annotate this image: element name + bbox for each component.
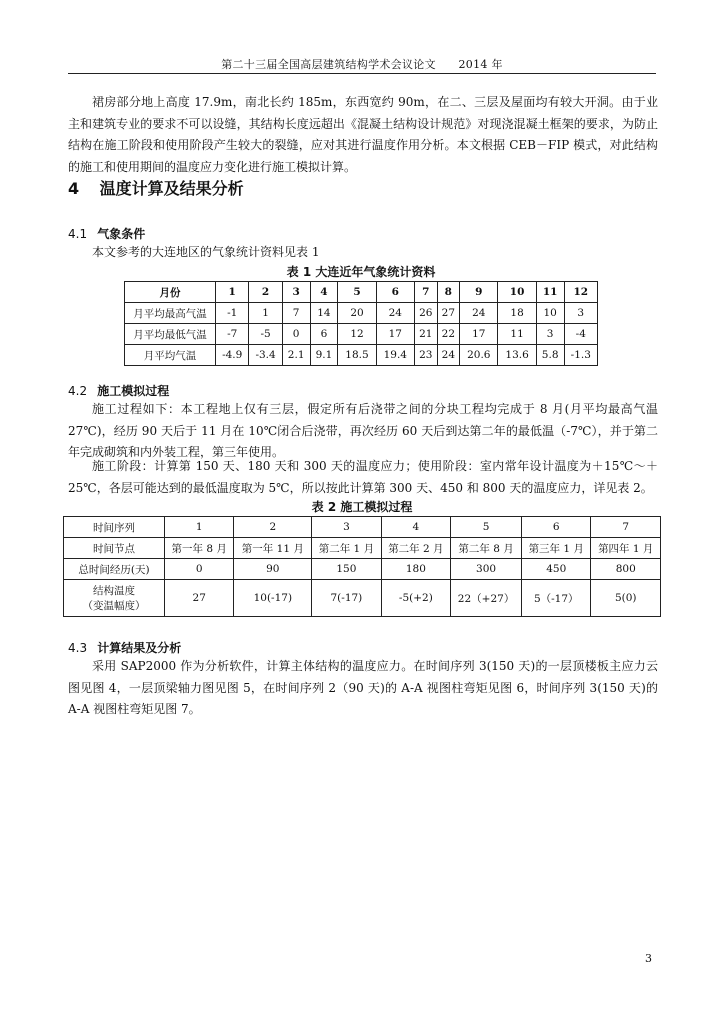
table1-cell: 2.1 <box>282 345 310 366</box>
table1-cell: -4 <box>564 324 597 345</box>
table1-cell: -3.4 <box>249 345 282 366</box>
table2-cell: 1 <box>165 517 234 538</box>
section-title: 温度计算及结果分析 <box>99 179 244 198</box>
table1-row-label: 月平均最低气温 <box>125 324 216 345</box>
section-number: 4 <box>68 179 80 198</box>
subsection-4-3-heading <box>68 639 181 656</box>
table2-cell: 180 <box>381 559 450 580</box>
table2-cell: 第二年 8 月 <box>451 538 522 559</box>
table2-row-label: 时间节点 <box>64 538 165 559</box>
table1-row-min <box>125 324 598 345</box>
table2-cell: 第一年 8 月 <box>165 538 234 559</box>
table2-cell: 800 <box>591 559 661 580</box>
table2-cell: 150 <box>312 559 381 580</box>
table1-cell: 21 <box>414 324 437 345</box>
table1-cell: 7 <box>282 303 310 324</box>
table1-cell: 5.8 <box>536 345 564 366</box>
table2-cell: 3 <box>312 517 381 538</box>
table1-cell: 24 <box>376 303 414 324</box>
table1-month: 9 <box>460 282 498 303</box>
table1-row-max <box>125 303 598 324</box>
table1-cell: 20 <box>338 303 376 324</box>
table2-cell: 0 <box>165 559 234 580</box>
table2-cell: 5 <box>451 517 522 538</box>
table1-cell: -1 <box>216 303 249 324</box>
page-number: 3 <box>645 952 652 965</box>
subsection-title: 气象条件 <box>97 227 146 241</box>
table1-cell: 27 <box>437 303 460 324</box>
table1-cell: -1.3 <box>564 345 597 366</box>
table1-header-row <box>125 282 598 303</box>
table1-month: 10 <box>498 282 536 303</box>
table1-cell: 26 <box>414 303 437 324</box>
table1-cell: 22 <box>437 324 460 345</box>
table2-cell: 第四年 1 月 <box>591 538 661 559</box>
table1-cell: 17 <box>460 324 498 345</box>
table1-cell: 12 <box>338 324 376 345</box>
table1-cell: 0 <box>282 324 310 345</box>
subsection-title: 施工模拟过程 <box>97 384 170 398</box>
subsection-number: 4.3 <box>68 641 88 655</box>
table2-row <box>64 559 661 580</box>
table2-cell: 7(-17) <box>312 580 381 617</box>
table1-month: 1 <box>216 282 249 303</box>
table1-month: 11 <box>536 282 564 303</box>
table1-cell: -7 <box>216 324 249 345</box>
table2-row <box>64 580 661 617</box>
table1-month: 7 <box>414 282 437 303</box>
table1-cell: -5 <box>249 324 282 345</box>
table1-cell: -4.9 <box>216 345 249 366</box>
table1-cell: 23 <box>414 345 437 366</box>
table1-cell: 18 <box>498 303 536 324</box>
table1-cell: 3 <box>564 303 597 324</box>
table2-cell: 90 <box>234 559 312 580</box>
table2-cell: 22（+27） <box>451 580 522 617</box>
table2-cell: 10(-17) <box>234 580 312 617</box>
table1-cell: 6 <box>310 324 338 345</box>
table1-cell: 24 <box>437 345 460 366</box>
table2-cell: 第二年 2 月 <box>381 538 450 559</box>
table1-header-label: 月份 <box>125 282 216 303</box>
table2-cell: 5(0) <box>591 580 661 617</box>
table1-month: 2 <box>249 282 282 303</box>
table2-cell: 第一年 11 月 <box>234 538 312 559</box>
table2-cell: 450 <box>522 559 591 580</box>
s42-paragraph-2: 施工阶段：计算第 150 天、180 天和 300 天的温度应力；使用阶段：室内常年设计温度为＋15℃～＋25℃，各层可能达到的最低温度取为 5℃，所以按此计算第 300 天、450 和 800 天的温度应力，详见表 2。 <box>68 459 658 495</box>
table1-cell: 17 <box>376 324 414 345</box>
table2-row <box>64 538 661 559</box>
table1-caption: 表 1 大连近年气象统计资料 <box>286 265 436 279</box>
table2-row-label: 总时间经历(天) <box>64 559 165 580</box>
table2-label-line: （变温幅度） <box>82 600 146 612</box>
table2-cell: 300 <box>451 559 522 580</box>
table1-row-avg <box>125 345 598 366</box>
table2-cell: 2 <box>234 517 312 538</box>
subsection-4-1-heading <box>68 225 145 242</box>
table1-month: 5 <box>338 282 376 303</box>
table1-cell: 10 <box>536 303 564 324</box>
table2-cell: 第三年 1 月 <box>522 538 591 559</box>
table1-cell: 11 <box>498 324 536 345</box>
table2-row <box>64 517 661 538</box>
table1-cell: 13.6 <box>498 345 536 366</box>
s41-text: 本文参考的大连地区的气象统计资料见表 1 <box>92 245 320 259</box>
table2-caption: 表 2 施工模拟过程 <box>311 500 413 514</box>
table1-month: 3 <box>282 282 310 303</box>
table1 <box>124 281 598 366</box>
table1-cell: 9.1 <box>310 345 338 366</box>
subsection-title: 计算结果及分析 <box>97 641 182 655</box>
header-rule <box>68 73 656 74</box>
intro-paragraph: 裙房部分地上高度 17.9m，南北长约 185m，东西宽约 90m，在二、三层及屋面均有较大开洞。由于业主和建筑专业的要求不可以设缝，其结构长度远超出《混凝土结构设计规范》对现浇混凝土框架的要求，为防止结构在施工阶段和使用阶段产生较大的裂缝，应对其进行温度作用分析。本文根据 CEB－FIP 模式，对此结构的施工和使用期间的温度应力变化进行施工模拟计算。 <box>68 95 658 174</box>
table1-cell: 24 <box>460 303 498 324</box>
s43-text: 采用 SAP2000 作为分析软件，计算主体结构的温度应力。在时间序列 3(150 天)的一层顶楼板主应力云图见图 4，一层顶梁轴力图见图 5，在时间序列 2（90 天)的 A-A 视图柱弯矩见图 6，时间序列 3(150 天)的 A-A 视图柱弯矩见图 7。 <box>68 659 658 716</box>
table2-cell: 7 <box>591 517 661 538</box>
table1-row-label: 月平均最高气温 <box>125 303 216 324</box>
table2-cell: 5（-17） <box>522 580 591 617</box>
table2-cell: -5(+2) <box>381 580 450 617</box>
table1-cell: 3 <box>536 324 564 345</box>
table1-month: 6 <box>376 282 414 303</box>
table2-cell: 6 <box>522 517 591 538</box>
subsection-number: 4.1 <box>68 227 88 241</box>
table1-month: 4 <box>310 282 338 303</box>
table1-cell: 14 <box>310 303 338 324</box>
table1-month: 8 <box>437 282 460 303</box>
table1-cell: 18.5 <box>338 345 376 366</box>
table2-row-label <box>64 580 165 617</box>
table2-row-label: 时间序列 <box>64 517 165 538</box>
table2 <box>63 516 661 617</box>
table1-cell: 1 <box>249 303 282 324</box>
section-4-heading <box>68 176 244 199</box>
table2-cell: 第二年 1 月 <box>312 538 381 559</box>
subsection-number: 4.2 <box>68 384 88 398</box>
table1-row-label: 月平均气温 <box>125 345 216 366</box>
s42-paragraph-1: 施工过程如下：本工程地上仅有三层，假定所有后浇带之间的分块工程均完成于 8 月(月平均最高气温 27℃)，经历 90 天后于 11 月在 10℃闭合后浇带，再次经历 60 天后到达第二年的最低温（-7℃），并于第二年完成砌筑和内外装工程，第三年使用。 <box>68 402 658 459</box>
table2-label-line: 结构温度 <box>93 585 135 597</box>
table1-cell: 20.6 <box>460 345 498 366</box>
subsection-4-2-heading <box>68 382 169 399</box>
table1-month: 12 <box>564 282 597 303</box>
running-header: 第二十三届全国高层建筑结构学术会议论文 2014 年 <box>221 58 503 71</box>
table2-cell: 27 <box>165 580 234 617</box>
table1-cell: 19.4 <box>376 345 414 366</box>
table2-cell: 4 <box>381 517 450 538</box>
